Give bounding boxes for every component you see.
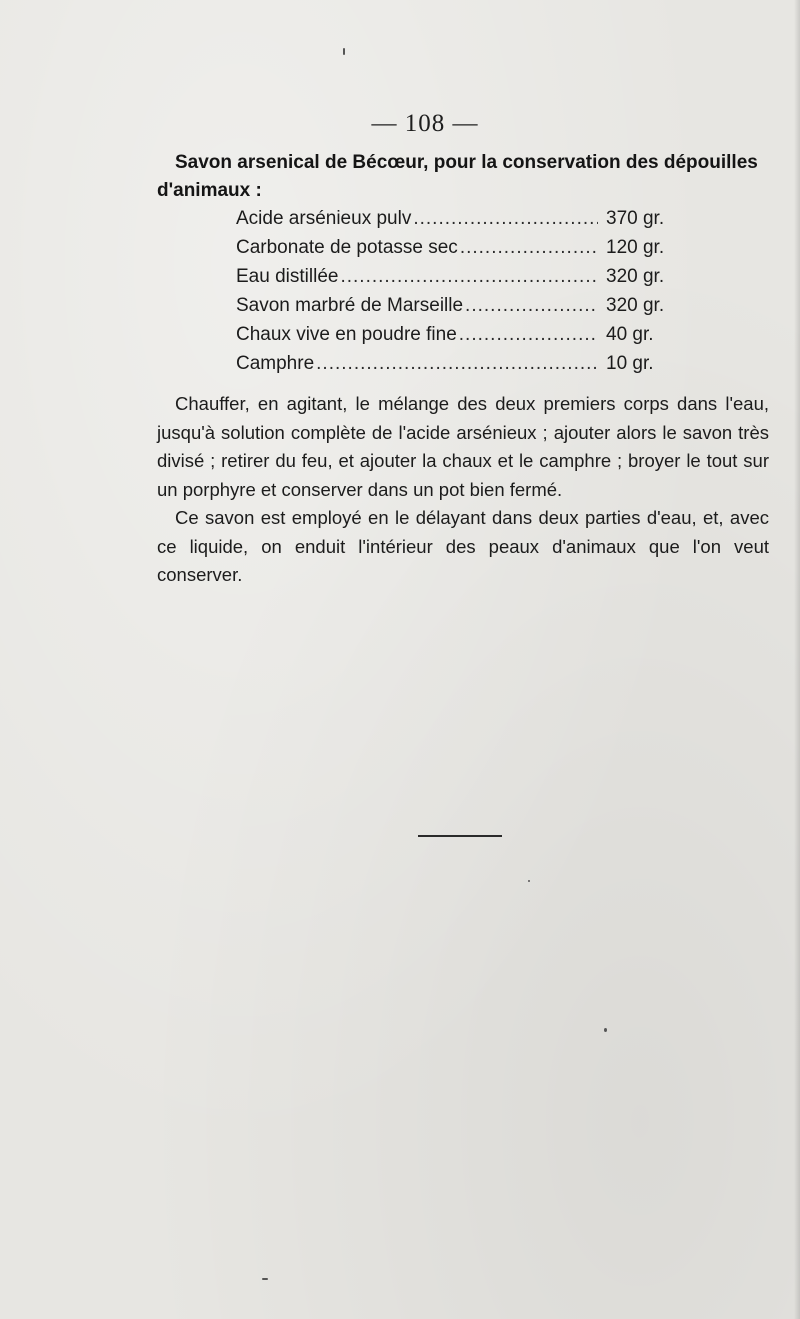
ingredient-list: [236, 204, 696, 378]
paper-speck: [262, 1278, 268, 1280]
ingredient-name: Eau distillée: [236, 266, 339, 287]
leader-dots: [340, 262, 598, 291]
page-number: — 108 —: [371, 110, 479, 137]
ingredient-quantity: 120 gr.: [606, 237, 665, 258]
end-rule: [418, 835, 502, 837]
paper-speck: [528, 880, 530, 882]
ingredient-name: Carbonate de potasse sec: [236, 237, 458, 258]
recipe-heading-line-1: Savon arsenical de Bécœur, pour la conservation des dépouilles: [175, 152, 758, 173]
recipe-heading: [157, 149, 777, 205]
ingredient-name: Camphre: [236, 353, 315, 374]
page-edge-shadow: [794, 0, 800, 1319]
ingredient-quantity: 370 gr.: [606, 208, 665, 229]
paper-speck: [604, 1028, 607, 1032]
paragraph-usage: Ce savon est employé en le délayant dans deux parties d'eau, et, avec ce liquide, on enduit l'intérieur des peaux d'animaux que l'on veut conserver.: [157, 507, 769, 585]
leader-dots: [459, 320, 598, 349]
leader-dots: [460, 233, 598, 262]
ingredient-row: [236, 291, 696, 320]
ingredient-row: [236, 262, 696, 291]
ingredient-quantity: 40 gr.: [606, 324, 654, 345]
paragraph-preparation: Chauffer, en agitant, le mélange des deux premiers corps dans l'eau, jusqu'à solution complète de l'acide arsénieux ; ajouter alors le savon très divisé ; retirer du feu, et ajouter la chaux et le camphre ; broyer le tout sur un porphyre et conserver dans un pot bien fermé.: [157, 393, 769, 500]
recipe-heading-line-2: d'animaux :: [157, 180, 262, 201]
leader-dots: [413, 204, 598, 233]
ingredient-row: [236, 320, 696, 349]
ingredient-row: [236, 233, 696, 262]
leader-dots: [316, 349, 598, 378]
paper-speck: [343, 48, 345, 55]
ingredient-row: [236, 204, 696, 233]
ingredient-name: Savon marbré de Marseille: [236, 295, 464, 316]
ingredient-quantity: 320 gr.: [606, 266, 665, 287]
ingredient-name: Chaux vive en poudre fine: [236, 324, 457, 345]
leader-dots: [465, 291, 598, 320]
ingredient-quantity: 320 gr.: [606, 295, 665, 316]
ingredient-row: [236, 349, 696, 378]
ingredient-quantity: 10 gr.: [606, 353, 654, 374]
instructions-text: [157, 390, 769, 590]
ingredient-name: Acide arsénieux pulv: [236, 208, 412, 229]
